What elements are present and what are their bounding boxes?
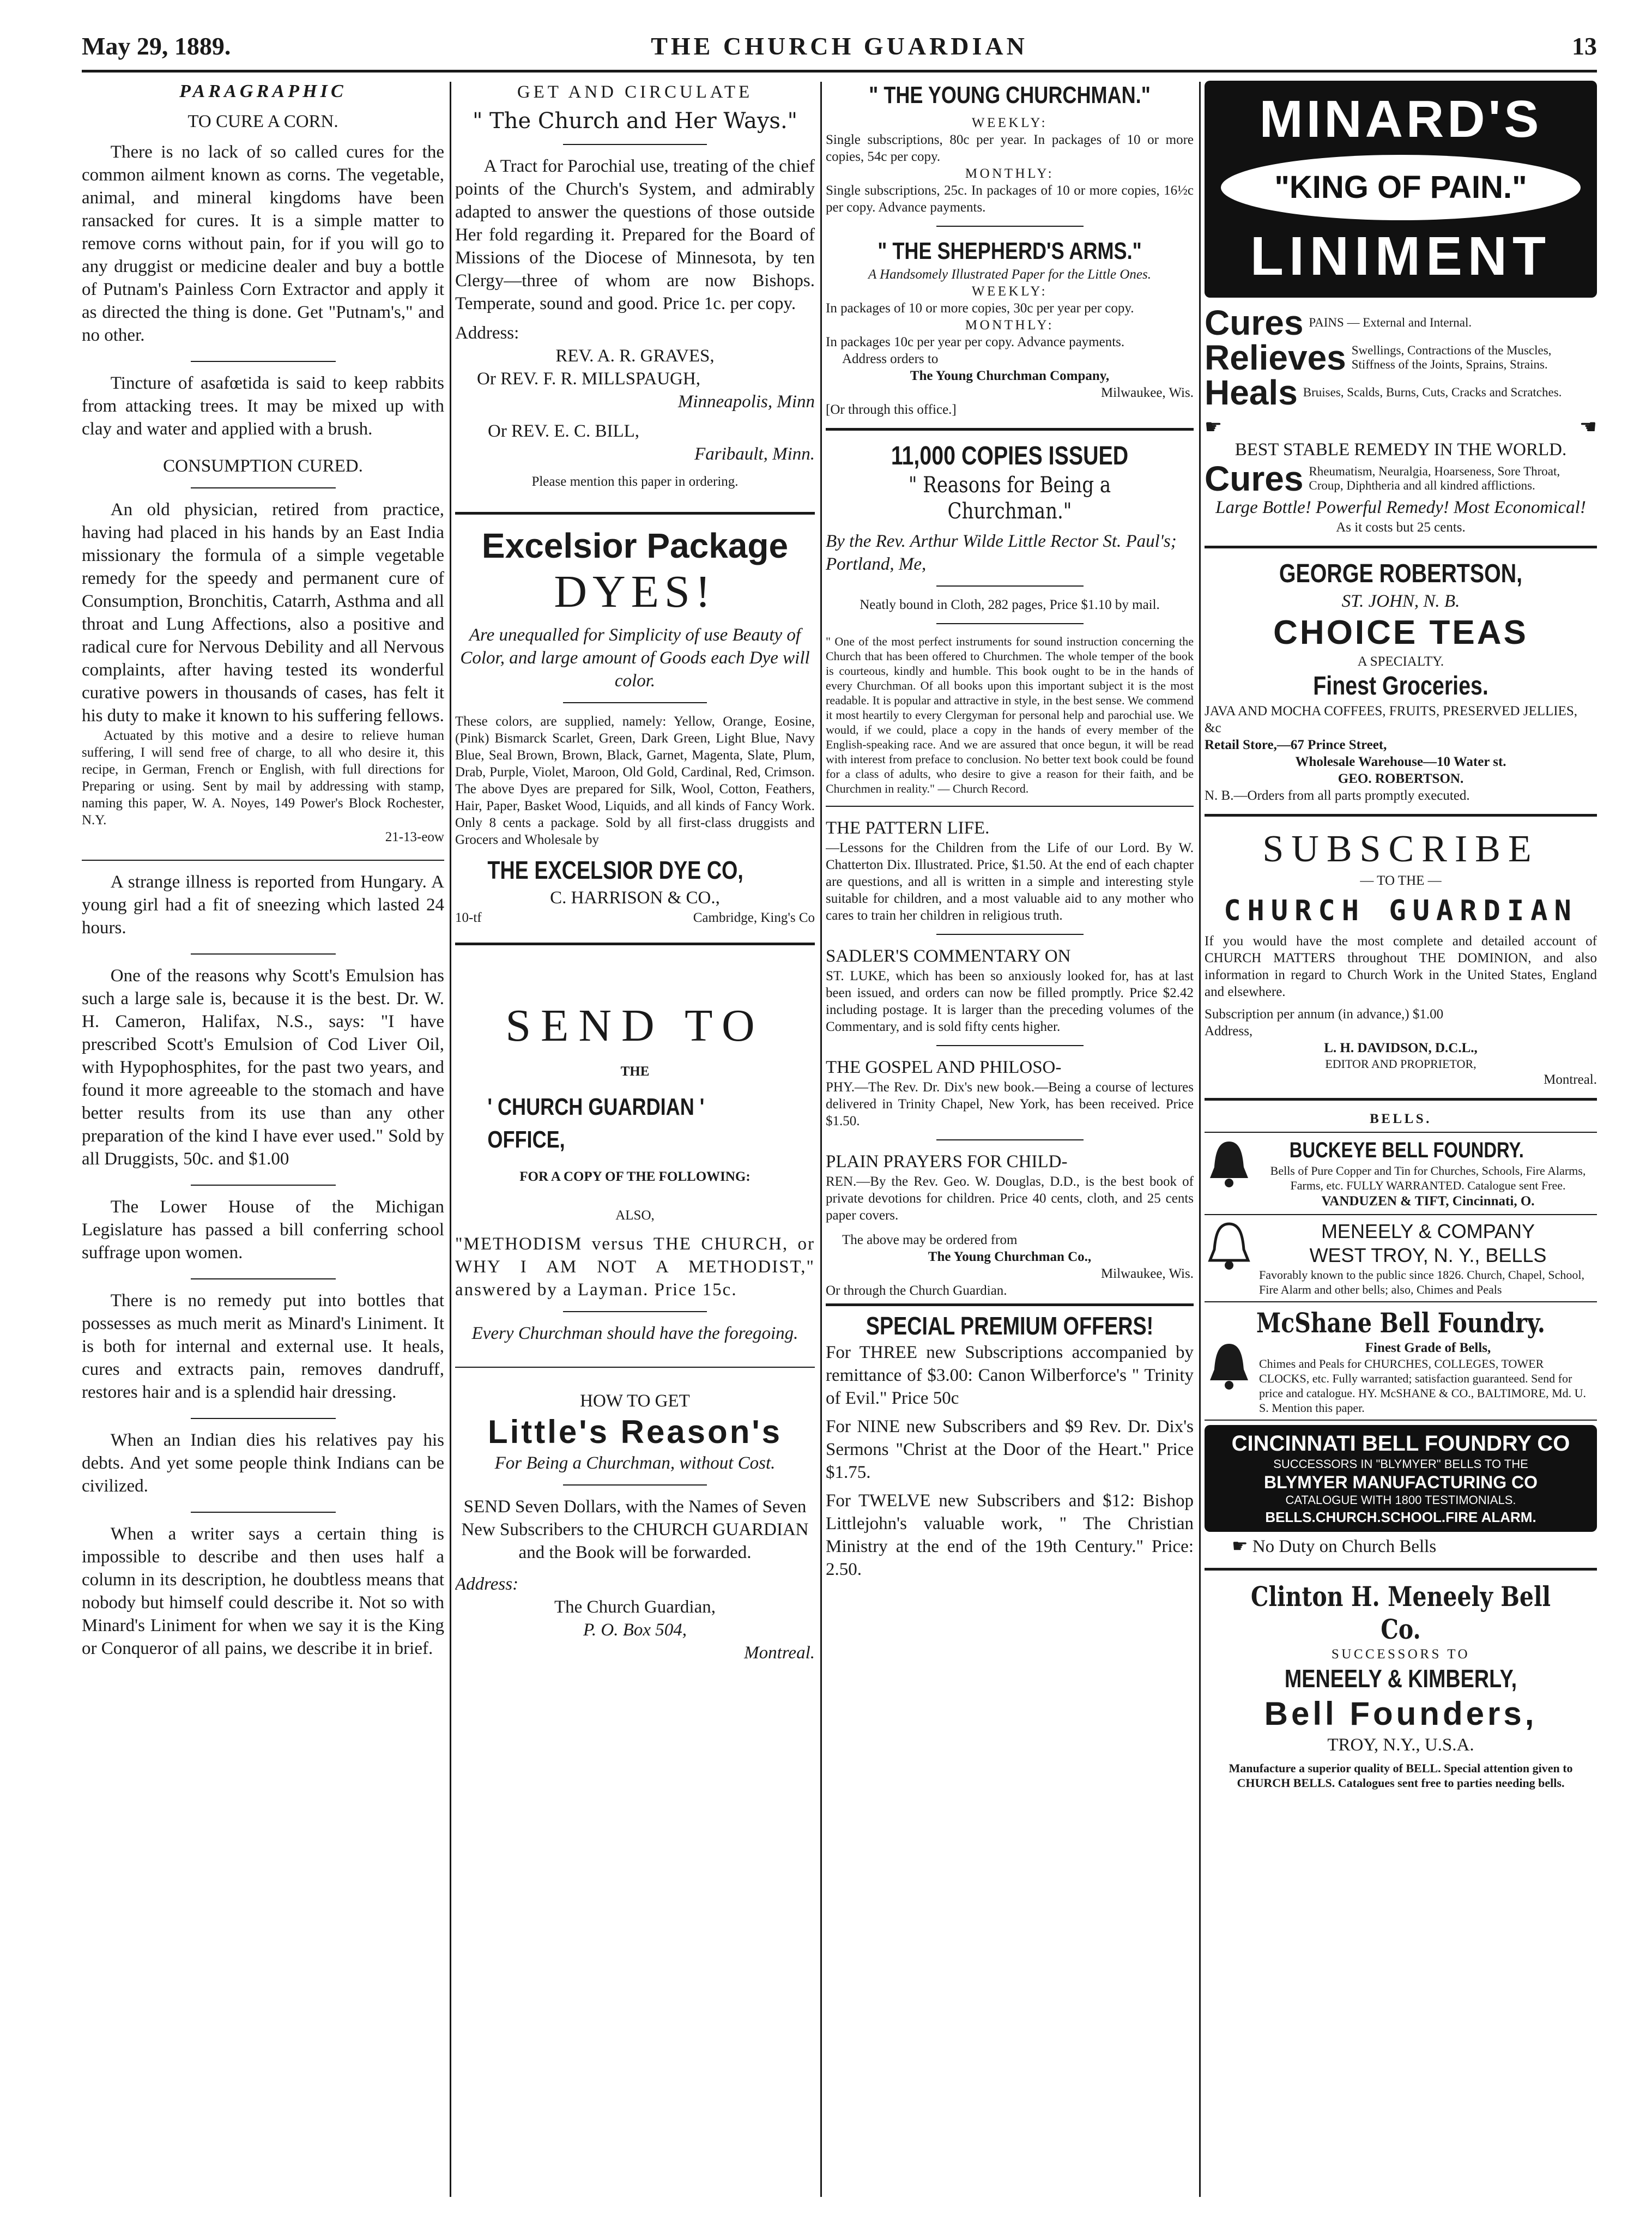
address-place: Minneapolis, Minn [677, 392, 815, 412]
divider [936, 623, 1084, 624]
ad-note: [Or through this office.] [826, 402, 957, 417]
ad-footer [455, 909, 815, 926]
cure-word: Relieves [1205, 338, 1346, 377]
ad-heading: HOW TO GET [580, 1391, 690, 1411]
divider [1205, 814, 1597, 817]
article-text: When a writer says a certain thing is impossible to describe and then uses half a column in its description, he doubtless means that nobody but himself could describe it. Not so with Minard's Liniment for when we say it is the King or Conqueror of all pains, we describe it in brief. [82, 1524, 444, 1658]
address-label: Address: [455, 1574, 519, 1594]
divider [191, 1185, 336, 1186]
cure-desc: Rheumatism, Neuralgia, Hoarseness, Sore Throat, Croup, Diphtheria and all kindred afflictions. [1309, 464, 1560, 492]
ad-text: The above may be ordered from [842, 1233, 1018, 1247]
divider [936, 934, 1084, 935]
ad-subhead: A SPECIALTY. [1357, 654, 1444, 669]
ad-author: By the Rev. Arthur Wilde Little Rector St. Paul's; Portland, Me, [826, 532, 1177, 574]
ad-text: In packages 10c per year per copy. Advance payments. [826, 335, 1125, 349]
address-line: REV. A. R. GRAVES, [555, 346, 715, 366]
ad-subhead: MONTHLY: [965, 318, 1055, 333]
ad-subhead: MONTHLY: [965, 166, 1055, 181]
pointing-hands [1205, 415, 1597, 438]
ad-note: Please mention this paper in ordering. [531, 474, 739, 489]
ad-title: BLYMYER MANUFACTURING CO [1264, 1472, 1538, 1492]
cure-word: Cures [1205, 459, 1304, 498]
divider [936, 226, 1084, 227]
ad-code: 10-tf [455, 910, 482, 925]
ad-text: A Tract for Parochial use, treating of the chief points of the Church's System, and admirably adapted to answer the questions of those outside Her fold regarding it. Prepared for the Board of Missions of the Diocese of Minnesota, by ten Clergy—three of whom are now Bishops. Temperate, sound and good. Price 1c. per copy. [455, 156, 815, 313]
article-text: The Lower House of the Michigan Legislature has passed a bill conferring school suffrage upon women. [82, 1197, 444, 1263]
bell-ad-body [1259, 1219, 1597, 1297]
divider [563, 1484, 707, 1486]
ad-text: PHY.—The Rev. Dr. Dix's new book.—Being a course of lectures delivered in Trinity Chapel, New York, has been received. Price $1.50. [826, 1080, 1194, 1128]
ad-title: " THE YOUNG CHURCHMAN." [869, 82, 1151, 108]
divider [1205, 1301, 1597, 1302]
ad-company: The Young Churchman Co., [928, 1249, 1092, 1264]
address-place: Faribault, Minn. [694, 444, 815, 464]
ad-heading: SADLER'S COMMENTARY ON [826, 946, 1071, 966]
divider [82, 860, 444, 861]
ad-text: "METHODISM versus THE CHURCH, or WHY I AM NOT A METHODIST," answered by a Layman. Price 15c. [455, 1234, 815, 1300]
ad-company: C. HARRISON & CO., [550, 888, 720, 908]
cure-line [1205, 305, 1597, 340]
newspaper-title: THE CHURCH GUARDIAN [651, 32, 1028, 60]
address-line: P. O. Box 504, [583, 1620, 687, 1640]
ad-place: Milwaukee, Wis. [1100, 1266, 1194, 1281]
article-text: An old physician, retired from practice, having had placed in his hands by an East India missionary the formula of a simple vegetable remedy for the speedy and permanent cure of Consumption, Bronchitis, Catarrh, Asthma and all throat and Lung Affections, also a positive and radical cure for Nervous Debility and all Nervous complaints, after having tested its wonderful curative powers in thousands of cases, has felt it his duty to make it known to his suffering fellows. [82, 500, 444, 726]
ad-heading: THE GOSPEL AND PHILOSO- [826, 1058, 1062, 1077]
ad-title: SPECIAL PREMIUM OFFERS! [866, 1312, 1154, 1340]
divider [455, 1367, 815, 1368]
ad-text: CATALOGUE WITH 1800 TESTIMONIALS. [1285, 1493, 1516, 1507]
column-2 [455, 81, 815, 2201]
minard-brand: MINARD'S [1259, 90, 1542, 148]
ad-title: CINCINNATI BELL FOUNDRY CO [1231, 1432, 1570, 1456]
ad-tagline: A Handsomely Illustrated Paper for the Little Ones. [868, 267, 1151, 282]
divider [1205, 1098, 1597, 1101]
ad-place: Montreal. [1544, 1072, 1597, 1087]
ad-title: CHOICE TEAS [1273, 614, 1528, 651]
divider [936, 1139, 1084, 1140]
cure-desc: PAINS — External and Internal. [1309, 316, 1472, 329]
divider [936, 1045, 1084, 1046]
ad-title: 11,000 COPIES ISSUED [891, 442, 1129, 470]
ad-text: BELLS.CHURCH.SCHOOL.FIRE ALARM. [1265, 1509, 1536, 1525]
ad-text: —Lessons for the Children from the Life of our Lord. By W. Chatterton Dix. Illustrated. Price, $1.50. At the end of each chapter are questions, and all is written in a simple and interesting style suitable for children, and a most valuable aid to any mother who cares to train her children in religious truth. [826, 841, 1194, 923]
divider [826, 806, 1194, 807]
address-line: The Church Guardian, [554, 1597, 716, 1617]
divider [1205, 1420, 1597, 1421]
divider [563, 144, 707, 145]
ad-title: SUBSCRIBE [1262, 828, 1539, 870]
address-line: Or REV. F. R. MILLSPAUGH, [477, 369, 700, 389]
divider [191, 1278, 336, 1279]
ad-text: Single subscriptions, 80c per year. In packages of 10 or more copies, 54c per copy. [826, 132, 1194, 164]
ad-text: Address orders to [842, 352, 939, 366]
divider [1205, 1568, 1597, 1571]
address-label: Address: [455, 323, 519, 343]
ad-text: In packages of 10 or more copies, 30c per year per copy. [826, 301, 1134, 316]
cure-word: Cures [1205, 303, 1304, 342]
ad-title: " Reasons for Being a Churchman." [908, 473, 1111, 524]
article-text: One of the reasons why Scott's Emulsion has such a large sale is, because it is the best. Dr. W. H. Cameron, Halifax, N.S., says: "I have prescribed Scott's Emulsion of Cod Liver Oil, with Hypophosphites, for the past two years, and found it more agreeable to the stomach and have better results from its use than any other preparation of the kind I have ever used." Sold by all Druggists, 50c. and $1.00 [82, 966, 444, 1169]
address-label: Address, [1205, 1024, 1253, 1038]
bell-ad [1205, 1339, 1597, 1415]
article-text: There is no lack of so called cures for the common ailment known as corns. The vegetable, animal, and mineral kingdoms have been ransacked for cures. It is a simple matter to remove corns without pain, for if you will go to any druggist or medicine dealer and buy a bottle of Putnam's Painless Corn Extractor and apply it as directed the thing is done. Get "Putnam's," and no other. [82, 142, 444, 345]
ad-text: JAVA AND MOCHA COFFEES, FRUITS, PRESERVED JELLIES, &c [1205, 704, 1578, 735]
ad-text: Manufacture a superior quality of BELL. Special attention given to CHURCH BELLS. Catalogues sent free to parties needing bells. [1229, 1761, 1573, 1790]
page-header [82, 22, 1597, 73]
ad-subhead: Finest Grade of Bells, [1365, 1341, 1491, 1355]
divider [191, 1512, 336, 1513]
ad-title: DYES! [554, 566, 716, 617]
issue-date: May 29, 1889. [82, 32, 231, 60]
cincinnati-bell-ad [1205, 1425, 1597, 1532]
bell-icon [1205, 1339, 1254, 1394]
premium-offer: For TWELVE new Subscribers and $12: Bishop Littlejohn's valuable work, " The Christian Ministry at the end of the 19th Century." Price: 2.50. [826, 1491, 1194, 1579]
divider [191, 953, 336, 955]
ad-title: McShane Bell Foundry. [1256, 1307, 1546, 1339]
ad-tagline: For Being a Churchman, without Cost. [494, 1453, 776, 1473]
ad-text: SEND Seven Dollars, with the Names of Seven New Subscribers to the CHURCH GUARDIAN and the Book will be forwarded. [461, 1497, 809, 1562]
ad-subhead: WEEKLY: [971, 116, 1048, 130]
page-number: 13 [1572, 32, 1597, 60]
article-text: There is no remedy put into bottles that possesses as much merit as Minard's Liniment. It is both for internal and external use. It heals, cures and extracts pain, removes dandruff, restores hair and is a splendid hair dressing. [82, 1291, 444, 1402]
ad-place: ST. JOHN, N. B. [1341, 591, 1460, 611]
ad-subhead: — TO THE — [1360, 873, 1442, 888]
ad-text: Neatly bound in Cloth, 282 pages, Price $1.10 by mail. [860, 597, 1160, 612]
cure-line [1205, 461, 1597, 496]
address-line: Or REV. E. C. BILL, [488, 421, 640, 441]
ad-text: Single subscriptions, 25c. In packages of 10 or more copies, 16½c per copy. Advance payments. [826, 183, 1194, 215]
column-1 [82, 81, 444, 2201]
ad-text: Bells of Pure Copper and Tin for Churches, Schools, Fire Alarms, Farms, etc. FULLY WARRANTED. Catalogue sent Free. [1270, 1164, 1586, 1192]
column-3 [826, 81, 1194, 2201]
bell-ad-body [1259, 1339, 1597, 1415]
ad-title: Finest Groceries. [1313, 672, 1488, 701]
ad-text: ALSO, [615, 1208, 655, 1223]
cure-desc: Swellings, Contractions of the Muscles, Stiffness of the Joints, Sprains, Strains. [1351, 343, 1552, 371]
divider [191, 487, 336, 488]
ad-subhead: WEEKLY: [971, 284, 1048, 299]
ad-company: THE EXCELSIOR DYE CO, [487, 856, 743, 884]
ad-title: SEND TO [505, 1000, 765, 1051]
divider [563, 702, 707, 703]
ad-heading: THE PATTERN LIFE. [826, 818, 990, 838]
column-rule [820, 82, 822, 2197]
cure-desc: Bruises, Scalds, Burns, Cuts, Cracks and Scratches. [1303, 385, 1562, 399]
ad-title: MENEELY & COMPANY [1321, 1220, 1535, 1242]
divider [1205, 1132, 1597, 1133]
ad-heading: PLAIN PRAYERS FOR CHILD- [826, 1152, 1068, 1172]
column-4 [1205, 81, 1597, 2201]
ad-text: REN.—By the Rev. Geo. W. Douglas, D.D., is the best book of private devotions for children. Price 40 cents, cloth, and 25 cents paper covers. [826, 1174, 1194, 1223]
ad-title: Clinton H. Meneely Bell Co. [1250, 1580, 1551, 1645]
divider [1205, 1214, 1597, 1215]
ad-tagline: Large Bottle! Powerful Remedy! Most Economical! [1215, 498, 1586, 517]
ad-code: 21-13-eow [385, 830, 444, 844]
ad-place: Milwaukee, Wis. [1100, 385, 1194, 400]
section-heading: BELLS. [1370, 1112, 1432, 1126]
article-text: Tincture of asafœtida is said to keep rabbits from attacking trees. It may be mixed up with clay and water and applied with a brush. [82, 373, 444, 439]
ad-company: The Young Churchman Company, [910, 369, 1110, 383]
divider [936, 585, 1084, 587]
divider [191, 361, 336, 362]
minard-product: LINIMENT [1250, 226, 1552, 287]
ad-company: L. H. DAVIDSON, D.C.L., [1324, 1041, 1478, 1055]
ad-note: Every Churchman should have the foregoing. [471, 1324, 798, 1343]
ad-title: " The Church and Her Ways." [472, 108, 798, 134]
ad-text: If you would have the most complete and detailed account of CHURCH MATTERS throughout THE DOMINION, and also information in regard to Church Work in the United States, England and elsewhere. [1205, 934, 1597, 999]
pointing-hand-icon: ☚ [1579, 416, 1597, 438]
ad-title: Little's Reason's [487, 1414, 782, 1450]
divider [826, 1303, 1194, 1306]
ad-title: GEORGE ROBERTSON, [1279, 559, 1523, 588]
ad-text: EDITOR AND PROPRIETOR, [1325, 1057, 1476, 1071]
premium-offer: For THREE new Subscriptions accompanied by remittance of $3.00: Canon Wilberforce's " Trinity of Evil." Price 50c [826, 1343, 1194, 1408]
divider [1205, 546, 1597, 548]
ad-text: Subscription per annum (in advance,) $1.00 [1205, 1007, 1444, 1022]
divider [455, 943, 815, 945]
ad-title: Excelsior Package [481, 526, 789, 565]
ad-note: N. B.—Orders from all parts promptly executed. [1205, 788, 1470, 803]
ad-title: Bell Founders, [1264, 1695, 1538, 1732]
ad-place: TROY, N.Y., U.S.A. [1327, 1735, 1474, 1755]
article-text: When an Indian dies his relatives pay his debts. And yet some people think Indians can be civilized. [82, 1430, 444, 1496]
ad-title: WEST TROY, N. Y., BELLS [1309, 1244, 1547, 1266]
cure-word: Heals [1205, 373, 1298, 412]
cure-line [1205, 375, 1597, 410]
ad-title: " THE SHEPHERD'S ARMS." [878, 238, 1142, 264]
pointing-hand-icon: ☛ [1232, 1537, 1248, 1556]
ad-title: CHURCH GUARDIAN [1224, 895, 1578, 927]
ad-review: " One of the most perfect instruments for sound instruction concerning the Church that has been offered to Churchmen. The whole temper of the book is courteous, kindly and humble. This book ought to be in the hands of every Churchman. Of all books upon this important subject it is the most readable. It is popular and attractive in style, in the best sense. We commend it most heartily to every Clergyman for personal help and parochial use. We would, if we could, place a copy in the hands of every member of the English-speaking race. And we are assured that once begun, it will be read with interest from preface to conclusion. No better text book could be found for a class of adults, who desire to give a reason for their faith, and be Churchmen in reality." — Church Record. [826, 635, 1194, 795]
ad-text: SUCCESSORS IN "BLYMYER" BELLS TO THE [1273, 1457, 1528, 1471]
pointing-hand-icon: ☛ [1205, 416, 1223, 438]
ad-note: As it costs but 25 cents. [1336, 520, 1466, 535]
ad-note: Or through the Church Guardian. [826, 1283, 1007, 1298]
ad-company: GEO. ROBERTSON. [1338, 771, 1464, 786]
divider [455, 512, 815, 515]
bell-icon [1205, 1219, 1254, 1274]
column-rule [450, 82, 451, 2197]
ad-note [1205, 1535, 1597, 1558]
section-heading: PARAGRAPHIC [179, 81, 347, 101]
premium-offer: For NINE new Subscribers and $9 Rev. Dr. Dix's Sermons "Christ at the Door of the Heart." Price $1.75. [826, 1417, 1194, 1482]
ad-text: THE [620, 1064, 650, 1079]
ad-text: Retail Store,—67 Prince Street, [1205, 738, 1387, 752]
minard-slogan: "KING OF PAIN." [1221, 155, 1581, 220]
minard-liniment-ad [1205, 81, 1597, 298]
article-smallprint: Actuated by this motive and a desire to relieve human suffering, I will send free of charge, to all who desire it, this recipe, in German, French or English, with full directions for Preparing or using. Sent by mail by addressing with stamp, naming this paper, W. A. Noyes, 149 Power's Block Rochester, N.Y. [82, 728, 444, 828]
cure-line [1205, 340, 1597, 375]
ad-text: FOR A COPY OF THE FOLLOWING: [519, 1169, 751, 1184]
ad-text: Wholesale Warehouse—10 Water st. [1295, 754, 1506, 769]
bell-ad-body [1259, 1137, 1597, 1210]
ad-title: ' CHURCH GUARDIAN ' OFFICE, [487, 1094, 705, 1153]
bell-icon [1205, 1137, 1254, 1192]
ad-text: Favorably known to the public since 1826. Church, Chapel, School, Fire Alarm and other bells; also, Chimes and Peals [1259, 1268, 1584, 1296]
ad-title: BUCKEYE BELL FOUNDRY. [1289, 1138, 1524, 1162]
column-rule [1199, 82, 1201, 2197]
ad-text: ST. LUKE, which has been so anxiously looked for, has at last been issued, and orders can now be filled promptly. Price $2.42 including postage. It is larger than the preceding volumes of the Commentary, and is sold fifty cents higher. [826, 969, 1194, 1034]
article-heading: TO CURE A CORN. [187, 112, 338, 131]
ad-note-text: No Duty on Church Bells [1252, 1537, 1437, 1556]
divider [826, 428, 1194, 431]
article-text: A strange illness is reported from Hungary. A young girl had a fit of sneezing which lasted 24 hours. [82, 872, 444, 938]
bell-ad [1205, 1219, 1597, 1297]
ad-title: MENEELY & KIMBERLY, [1284, 1664, 1517, 1693]
divider [563, 1311, 707, 1312]
divider [191, 1418, 336, 1419]
ad-tagline: Are unequalled for Simplicity of use Beauty of Color, and large amount of Goods each Dye will color. [460, 625, 810, 691]
ad-text: Chimes and Peals for CHURCHES, COLLEGES, TOWER CLOCKS, etc. Fully warranted; satisfaction guaranteed. Send for price and catalogue. HY. McSHANE & CO., BALTIMORE, Md. U. S. Mention this paper. [1259, 1357, 1587, 1415]
address-place: Montreal. [744, 1643, 815, 1663]
bell-ad [1205, 1137, 1597, 1210]
ad-subhead: SUCCESSORS TO [1331, 1647, 1471, 1662]
ad-company: VANDUZEN & TIFT, Cincinnati, O. [1321, 1194, 1535, 1209]
ad-heading: GET AND CIRCULATE [517, 82, 753, 102]
ad-place: Cambridge, King's Co [693, 910, 815, 925]
article-heading: CONSUMPTION CURED. [163, 456, 363, 476]
ad-text: These colors, are supplied, namely: Yellow, Orange, Eosine, (Pink) Bismarck Scarlet, Green, Dark Green, Light Blue, Navy Blue, Seal Brown, Brown, Black, Garnet, Magenta, Slate, Plum, Drab, Purple, Violet, Maroon, Old Gold, Cardinal, Red, Crimson. The above Dyes are prepared for Silk, Wool, Cotton, Feathers, Hair, Paper, Basket Wood, Liquids, and all kinds of Fancy Work. Only 8 cents a package. Sold by all first-class druggists and Grocers and Wholesale by [455, 714, 815, 847]
ad-heading: BEST STABLE REMEDY IN THE WORLD. [1235, 440, 1567, 460]
